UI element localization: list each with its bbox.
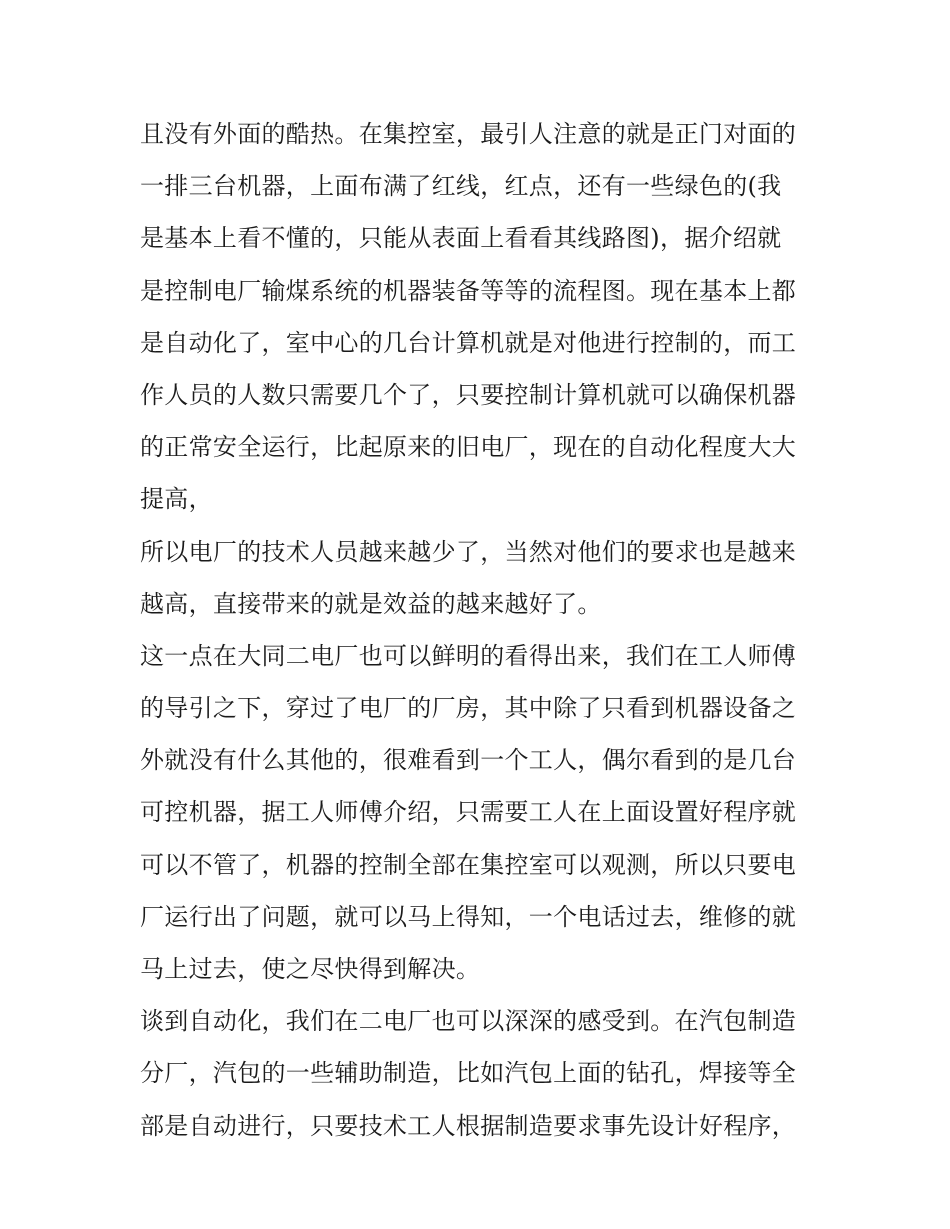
text-line: 部是自动进行，只要技术工人根据制造要求事先设计好程序， (140, 1111, 797, 1140)
text-line: 的导引之下，穿过了电厂的厂房，其中除了只看到机器设备之 (140, 694, 797, 723)
text-line: 谈到自动化，我们在二电厂也可以深深的感受到。在汽包制造 (140, 1007, 797, 1036)
text-line: 越高，直接带来的就是效益的越来越好了。 (140, 589, 602, 618)
text-line: 这一点在大同二电厂也可以鲜明的看得出来，我们在工人师傅 (140, 641, 797, 670)
text-line: 且没有外面的酷热。在集控室，最引人注意的就是正门对面的 (140, 120, 797, 148)
text-line: 马上过去，使之尽快得到解决。 (140, 955, 481, 983)
text-line: 可控机器，据工人师傅介绍，只需要工人在上面设置好程序就 (140, 798, 797, 827)
text-line: 厂运行出了问题，就可以马上得知，一个电话过去，维修的就 (140, 902, 797, 931)
document-body (140, 108, 830, 1152)
text-line: 可以不管了，机器的控制全部在集控室可以观测，所以只要电 (140, 850, 797, 879)
text-line: 分厂，汽包的一些辅助制造，比如汽包上面的钻孔，焊接等全 (140, 1059, 797, 1088)
text-line: 作人员的人数只需要几个了，只要控制计算机就可以确保机器 (140, 380, 797, 409)
text-line: 是基本上看不懂的，只能从表面上看看其线路图)，据介绍就 (140, 224, 782, 253)
text-line: 外就没有什么其他的，很难看到一个工人，偶尔看到的是几台 (140, 746, 797, 775)
text-line: 是控制电厂输煤系统的机器装备等等的流程图。现在基本上都 (140, 276, 797, 305)
text-line: 的正常安全运行，比起原来的旧电厂，现在的自动化程度大大 (140, 433, 797, 462)
text-line: 是自动化了，室中心的几台计算机就是对他进行控制的，而工 (140, 328, 797, 357)
text-line: 所以电厂的技术人员越来越少了，当然对他们的要求也是越来 (140, 537, 797, 566)
text-line: 一排三台机器，上面布满了红线，红点，还有一些绿色的(我 (140, 172, 782, 201)
text-line: 提高， (140, 485, 213, 514)
